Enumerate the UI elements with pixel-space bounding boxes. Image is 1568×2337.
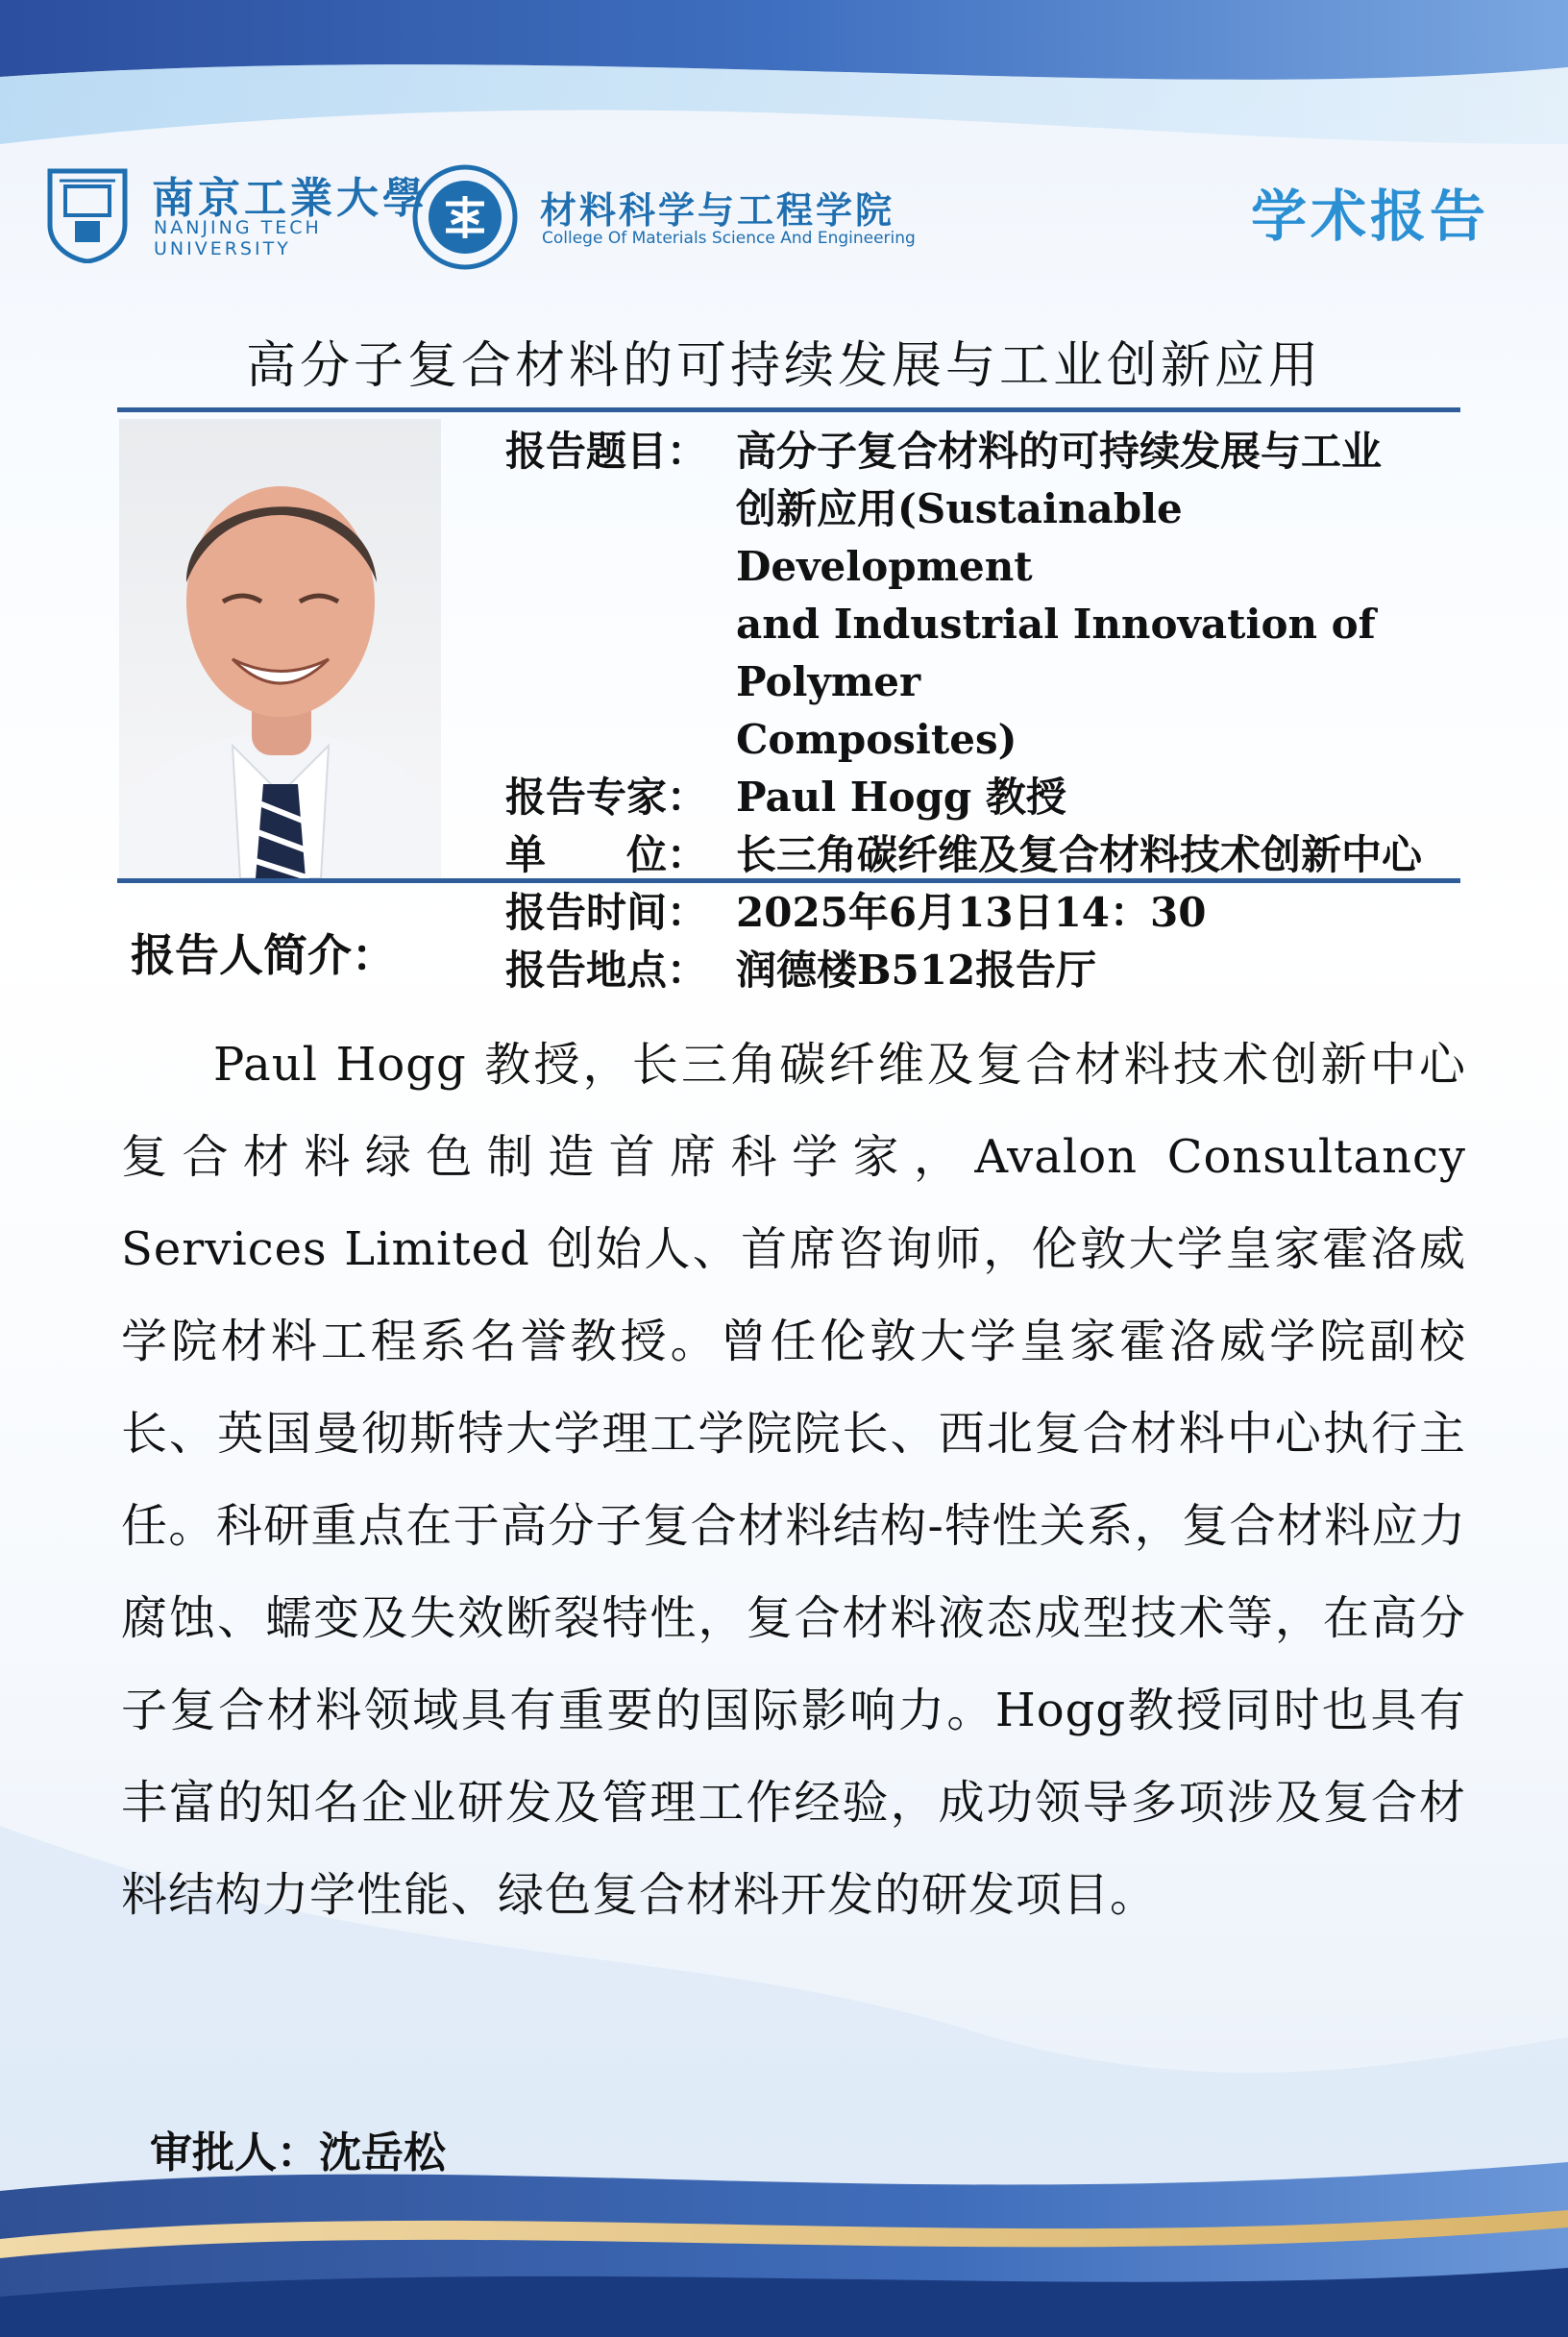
njtech-logo bbox=[46, 163, 429, 269]
approver: 审批人：沈岳松 bbox=[150, 2128, 446, 2177]
bio-heading: 报告人简介： bbox=[131, 929, 396, 981]
header bbox=[0, 0, 1568, 327]
speaker-photo bbox=[119, 419, 441, 878]
info-value: 润德楼B512报告厅 bbox=[736, 947, 1097, 994]
info-block bbox=[505, 423, 1476, 999]
university-crest-icon bbox=[46, 167, 129, 263]
info-value: 2025年6月13日14：30 bbox=[736, 889, 1207, 936]
university-name-en-line2: UNIVERSITY bbox=[154, 238, 291, 259]
college-name-en: College Of Materials Science And Engineering bbox=[542, 229, 916, 248]
college-seal-icon bbox=[411, 163, 519, 271]
info-label: 单 位： bbox=[505, 831, 708, 878]
speaker-portrait-icon bbox=[119, 419, 441, 878]
university-name-en-line1: NANJING TECH bbox=[154, 217, 322, 238]
info-row-location bbox=[505, 942, 1476, 999]
college-logo bbox=[411, 163, 949, 269]
info-label: 报告专家： bbox=[505, 774, 708, 821]
info-value: Paul Hogg 教授 bbox=[736, 774, 1066, 821]
info-row-time bbox=[505, 884, 1476, 942]
info-row-topic bbox=[505, 423, 1476, 769]
info-label: 报告题目： bbox=[505, 428, 708, 475]
info-value: 高分子复合材料的可持续发展与工业 创新应用(Sustainable Development and Industrial Innovation of Polymer Composites) bbox=[736, 428, 1383, 763]
college-name-cn: 材料科学与工程学院 bbox=[540, 188, 895, 232]
info-row-speaker bbox=[505, 769, 1476, 826]
page-title: 高分子复合材料的可持续发展与工业创新应用 bbox=[245, 337, 1322, 395]
info-label: 报告地点： bbox=[505, 947, 708, 994]
divider-top bbox=[117, 407, 1460, 412]
bio-text: Paul Hogg 教授，长三角碳纤维及复合材料技术创新中心复合材料绿色制造首席科学家，Avalon Consultancy Services Limited 创始人、首席咨询师，伦敦大学皇家霍洛威学院材料工程系名誉教授。曾任伦敦大学皇家霍洛威学院副校长、英国曼彻斯特大学理工学院院长、西北复合材料中心执行主任。科研重点在于高分子复合材料结构-特性关系，复合材料应力腐蚀、蠕变及失效断裂特性，复合材料液态成型技术等，在高分子复合材料领域具有重要的国际影响力。Hogg教授同时也具有丰富的知名企业研发及管理工作经验，成功领导多项涉及复合材料结构力学性能、绿色复合材料开发的研发项目。 bbox=[121, 1038, 1466, 1922]
info-label: 报告时间： bbox=[505, 889, 708, 936]
category-label: 学术报告 bbox=[1250, 184, 1489, 249]
divider-bottom bbox=[117, 878, 1460, 883]
info-row-affiliation bbox=[505, 826, 1476, 884]
info-value: 长三角碳纤维及复合材料技术创新中心 bbox=[736, 831, 1423, 878]
university-name-cn: 南京工業大學 bbox=[152, 174, 429, 223]
